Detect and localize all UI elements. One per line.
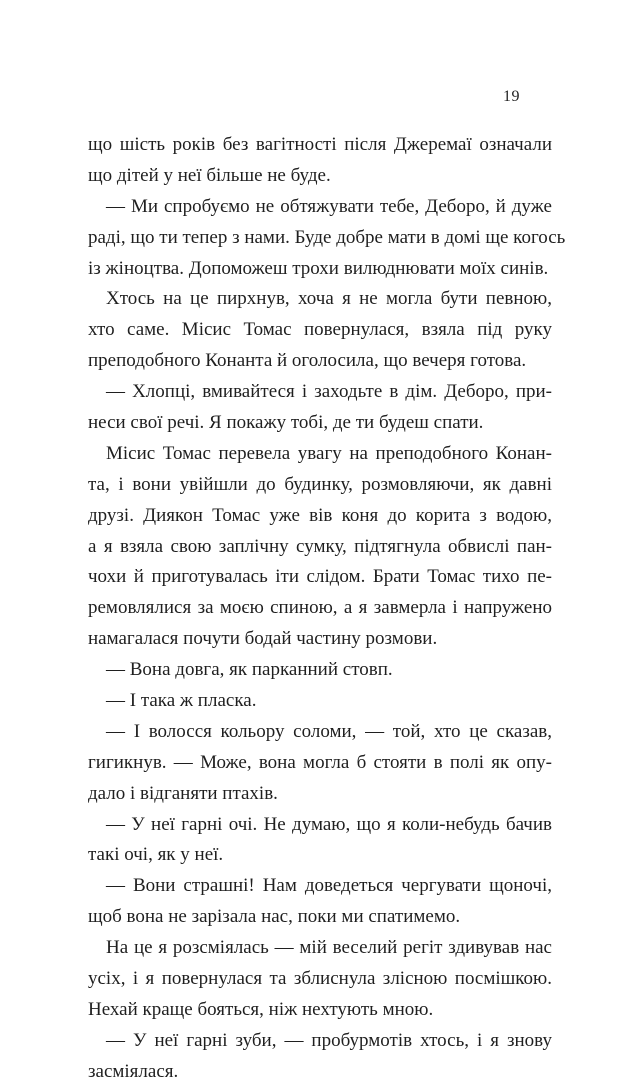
text-line: засміялася. <box>88 1060 179 1082</box>
text-line: Місис Томас перевела увагу на преподобного Конан- <box>106 442 552 464</box>
text-line: друзі. Диякон Томас уже вів коня до корита з водою, <box>88 504 552 526</box>
text-line: — І волосся кольору соломи, — той, хто це сказав, <box>106 720 552 742</box>
text-line: усіх, і я повернулася та зблиснула злісною посмішкою. <box>88 968 552 990</box>
text-line: преподобного Конанта й оголосила, що вечеря готова. <box>88 350 527 372</box>
text-line: раді, що ти тепер з нами. Буде добре мати в домі ще когось <box>88 226 566 248</box>
text-line: гигикнув. — Може, вона могла б стояти в полі як опу- <box>88 751 552 773</box>
text-line: Нехай краще бояться, ніж нехтують мною. <box>88 998 434 1020</box>
text-line: — Ми спробуємо не обтяжувати тебе, Деборо, й дуже <box>106 195 552 217</box>
text-line: На це я розсміялась — мій веселий регіт здивував нас <box>106 937 552 959</box>
text-line: — Вона довга, як парканний стовп. <box>106 659 393 681</box>
text-line: — І така ж пласка. <box>106 690 257 712</box>
page-number: 19 <box>503 88 520 105</box>
text-line: а я взяла свою заплічну сумку, підтягнула обвислі пан- <box>88 535 552 557</box>
text-line: неси свої речі. Я покажу тобі, де ти будеш спати. <box>88 412 484 434</box>
text-line: та, і вони увійшли до будинку, розмовляючи, як давні <box>88 473 552 495</box>
text-line: — Хлопці, вмивайтеся і заходьте в дім. Деборо, при- <box>106 381 552 403</box>
text-line: Хтось на це пирхнув, хоча я не могла бути певною, <box>106 288 552 310</box>
text-line: такі очі, як у неї. <box>88 844 224 866</box>
text-line: ремовлялися за моєю спиною, а я завмерла і напружено <box>88 597 552 619</box>
text-line: дало і відганяти птахів. <box>88 782 278 804</box>
text-line: — У неї гарні зуби, — пробурмотів хтось, і я знову <box>106 1029 552 1051</box>
text-line: щоб вона не зарізала нас, поки ми спатимемо. <box>88 906 461 928</box>
text-line: чохи й приготувалась іти слідом. Брати Томас тихо пе- <box>88 566 552 588</box>
text-line: що дітей у неї більше не буде. <box>88 164 331 186</box>
text-line: із жіноцтва. Допоможеш трохи вилюднювати моїх синів. <box>88 257 549 279</box>
text-line: що шість років без вагітності після Джеремаї означали <box>88 134 552 155</box>
body-text <box>88 130 566 1088</box>
text-line: — Вони страшні! Нам доведеться чергувати щоночі, <box>106 875 552 897</box>
text-line: — У неї гарні очі. Не думаю, що я коли-небудь бачив <box>106 813 552 835</box>
text-line: намагалася почути бодай частину розмови. <box>88 628 438 650</box>
text-line: хто саме. Місис Томас повернулася, взяла під руку <box>88 319 552 341</box>
